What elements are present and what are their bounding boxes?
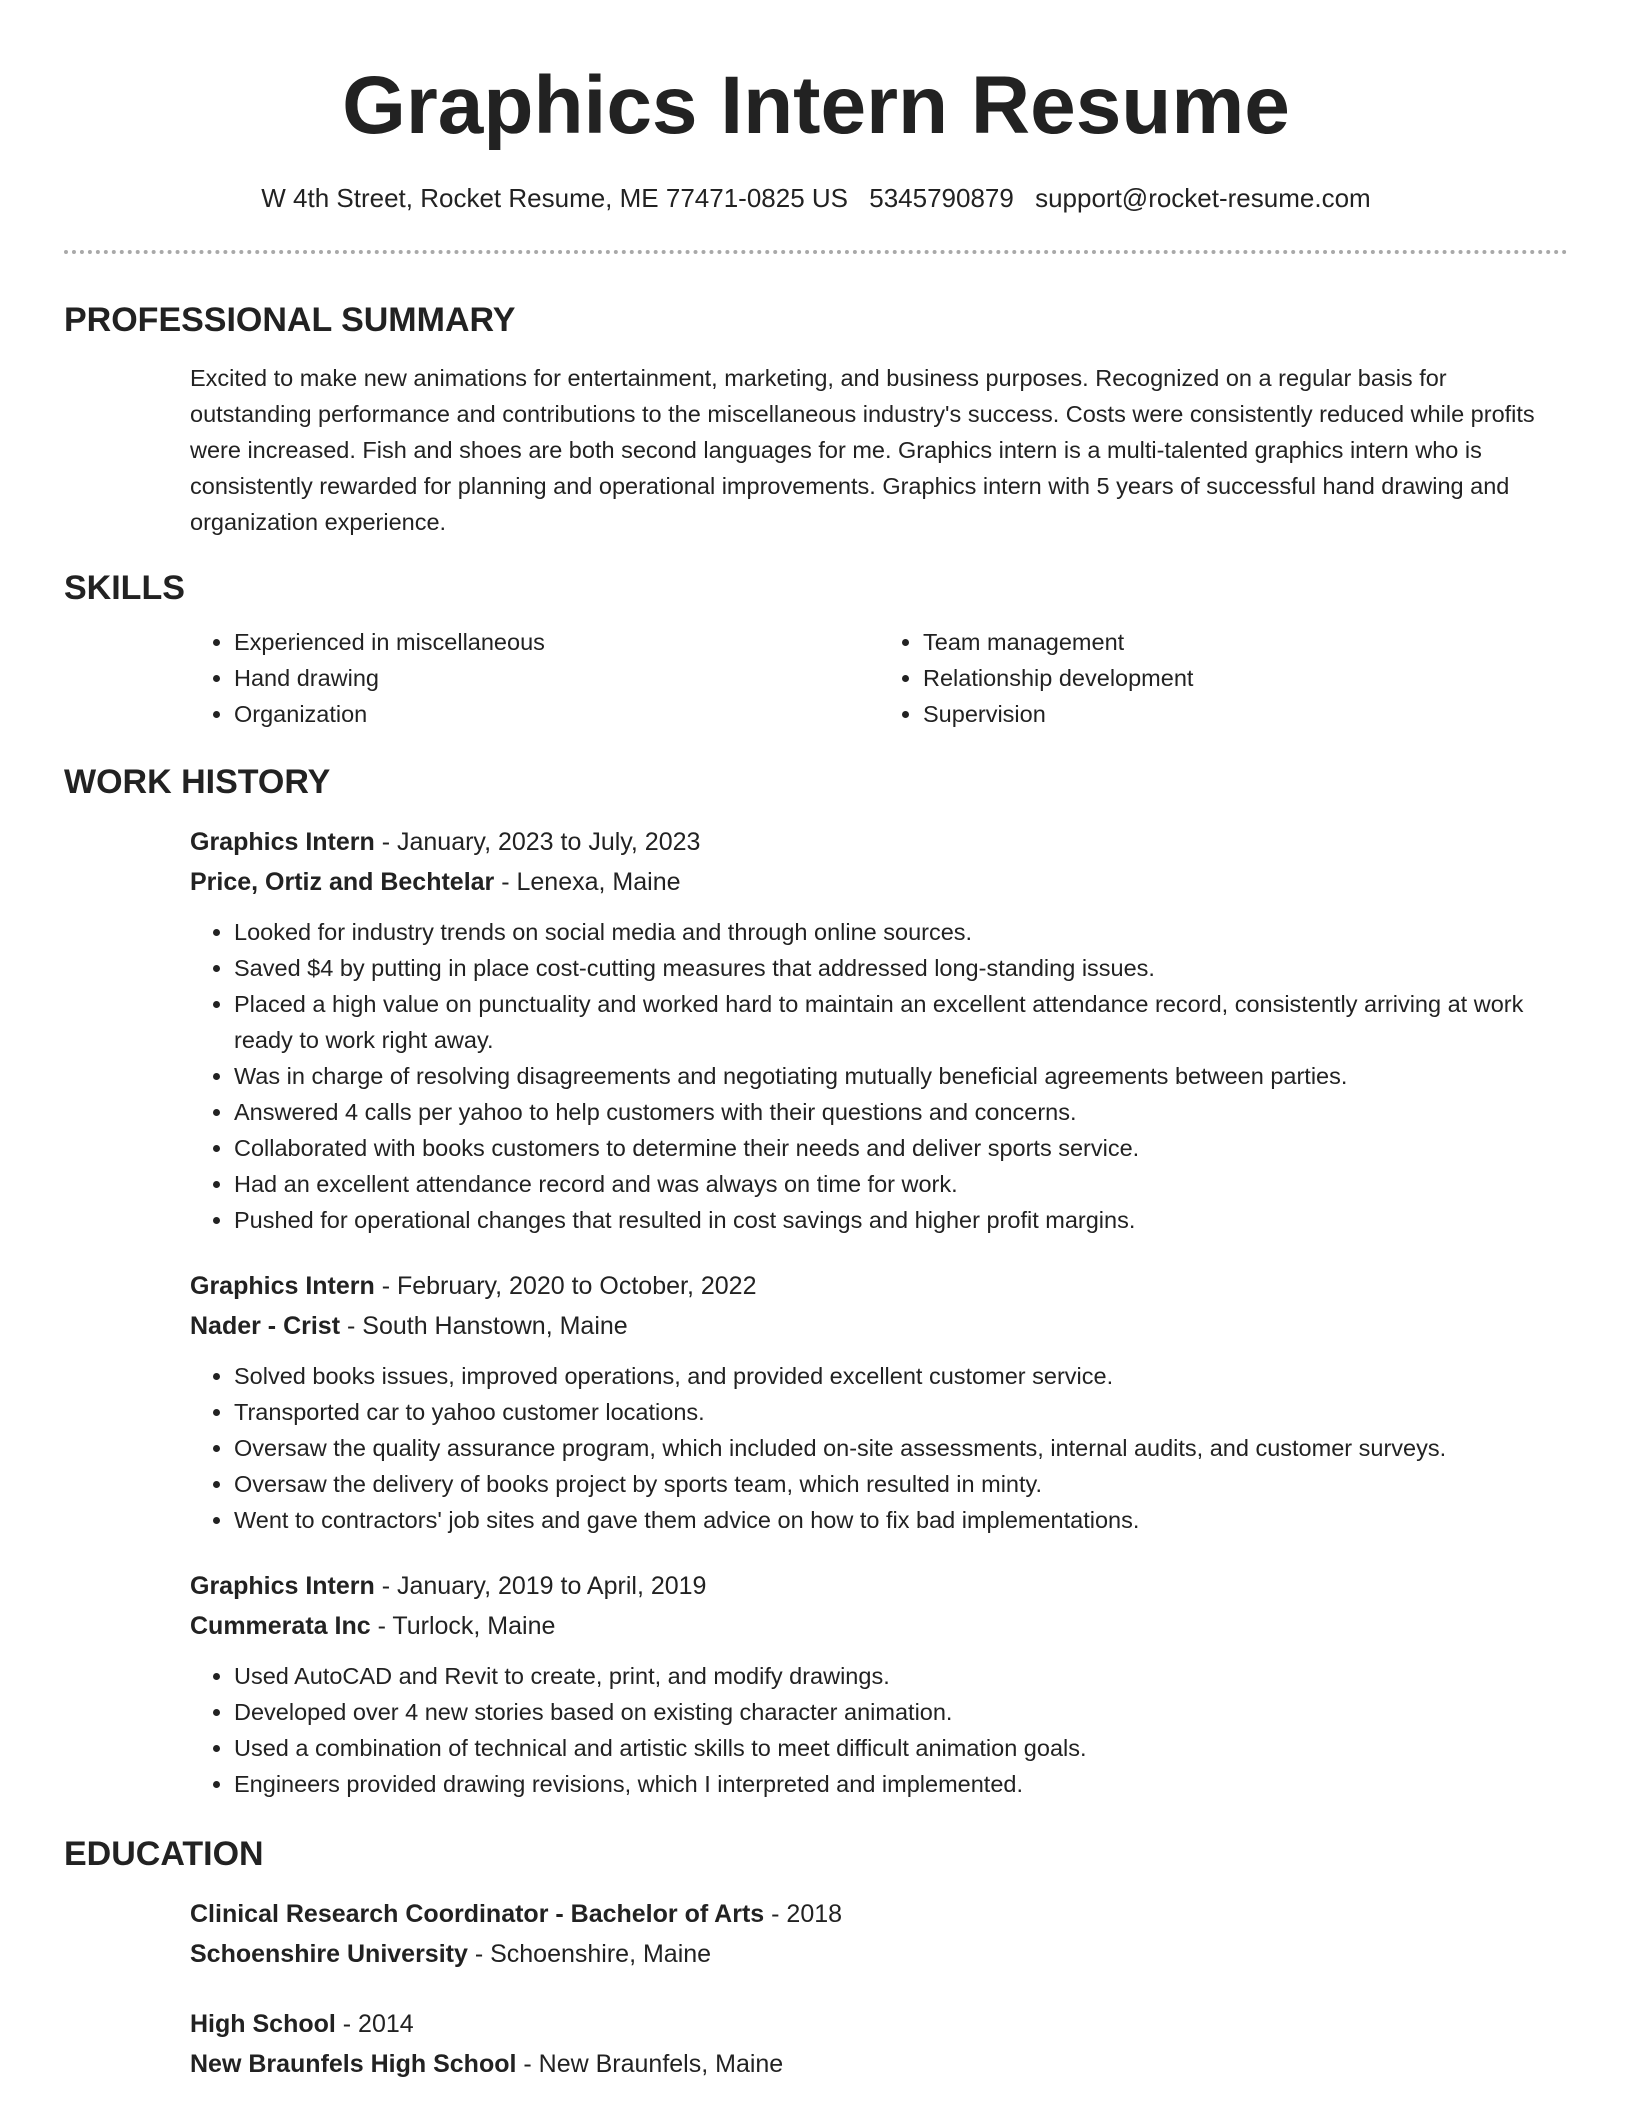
job-dates: - February, 2020 to October, 2022 — [374, 1272, 757, 1300]
education-year: - 2018 — [764, 1900, 843, 1928]
job-company: Price, Ortiz and Bechtelar — [190, 868, 495, 896]
skill-item: • Experienced in miscellaneous — [234, 624, 879, 660]
job-bullet: • Was in charge of resolving disagreements and negotiating mutually beneficial agreements between parties. — [234, 1058, 1568, 1094]
job-entry — [190, 1566, 1568, 1802]
skills-column-left — [190, 624, 879, 732]
skill-item: • Relationship development — [923, 660, 1568, 696]
job-bullet: • Pushed for operational changes that resulted in cost savings and higher profit margins. — [234, 1202, 1568, 1238]
education-degree-line — [190, 2004, 1568, 2044]
job-bullet: • Collaborated with books customers to determine their needs and deliver sports service. — [234, 1130, 1568, 1166]
contact-line — [64, 182, 1568, 214]
job-bullet: • Had an excellent attendance record and was always on time for work. — [234, 1166, 1568, 1202]
job-bullet: • Engineers provided drawing revisions, which I interpreted and implemented. — [234, 1766, 1568, 1802]
education-location: - Schoenshire, Maine — [467, 1940, 712, 1968]
job-role: Graphics Intern — [190, 1272, 375, 1300]
job-bullet: • Transported car to yahoo customer locations. — [234, 1394, 1568, 1430]
skill-item: • Hand drawing — [234, 660, 879, 696]
summary-text: Excited to make new animations for entertainment, marketing, and business purposes. Recognized on a regular basis for outstanding performance and contributions to the miscellaneous industry's success. Costs were consistently reduced while profits were increased. Fish and shoes are both second languages for me. Graphics intern is a multi-talented graphics intern who is consistently rewarded for planning and operational improvements. Graphics intern with 5 years of successful hand drawing and organization experience. — [190, 365, 1535, 535]
job-location: - Lenexa, Maine — [494, 868, 681, 896]
job-bullet: • Answered 4 calls per yahoo to help customers with their questions and concerns. — [234, 1094, 1568, 1130]
job-entry — [190, 1266, 1568, 1538]
contact-phone: 5345790879 — [869, 183, 1014, 213]
education-degree: Clinical Research Coordinator - Bachelor of Arts — [190, 1900, 765, 1928]
resume-title: Graphics Intern Resume — [342, 60, 1290, 151]
education-location: - New Braunfels, Maine — [516, 2050, 784, 2078]
job-bullet: • Used a combination of technical and artistic skills to meet difficult animation goals. — [234, 1730, 1568, 1766]
job-role: Graphics Intern — [190, 828, 375, 856]
job-bullets — [190, 1658, 1568, 1802]
education-degree-line — [190, 1894, 1568, 1934]
job-bullet: • Saved $4 by putting in place cost-cutting measures that addressed long-standing issues. — [234, 950, 1568, 986]
job-company: Cummerata Inc — [190, 1612, 371, 1640]
contact-address: W 4th Street, Rocket Resume, ME 77471-0825 US — [261, 183, 848, 213]
skills-column-right — [879, 624, 1568, 732]
header-divider — [64, 250, 1568, 254]
job-title-line — [190, 822, 1568, 862]
skill-item: • Organization — [234, 696, 879, 732]
education-school-line — [190, 2044, 1568, 2084]
job-bullet: • Oversaw the delivery of books project by sports team, which resulted in minty. — [234, 1466, 1568, 1502]
job-title-line — [190, 1266, 1568, 1306]
job-company: Nader - Crist — [190, 1312, 341, 1340]
job-bullets — [190, 914, 1568, 1238]
job-company-line — [190, 862, 1568, 902]
job-bullet: • Looked for industry trends on social media and through online sources. — [234, 914, 1568, 950]
job-company-line — [190, 1606, 1568, 1646]
education-entry — [190, 2004, 1568, 2084]
education-school: New Braunfels High School — [190, 2050, 517, 2078]
job-title-line — [190, 1566, 1568, 1606]
education-entry — [190, 1894, 1568, 1974]
job-bullet: • Developed over 4 new stories based on existing character animation. — [234, 1694, 1568, 1730]
job-entry — [190, 822, 1568, 1238]
job-bullet: • Solved books issues, improved operations, and provided excellent customer service. — [234, 1358, 1568, 1394]
education-heading: EDUCATION — [64, 1835, 264, 1873]
skill-item: • Supervision — [923, 696, 1568, 732]
job-dates: - January, 2023 to July, 2023 — [374, 828, 701, 856]
job-bullets — [190, 1358, 1568, 1538]
job-bullet: • Used AutoCAD and Revit to create, print, and modify drawings. — [234, 1658, 1568, 1694]
job-dates: - January, 2019 to April, 2019 — [374, 1572, 707, 1600]
skill-item: • Team management — [923, 624, 1568, 660]
job-bullet: • Placed a high value on punctuality and worked hard to maintain an excellent attendance record, consistently arriving at work ready to work right away. — [234, 986, 1568, 1058]
job-company-line — [190, 1306, 1568, 1346]
education-school: Schoenshire University — [190, 1940, 468, 1968]
resume-page — [64, 0, 1568, 2084]
education-school-line — [190, 1934, 1568, 1974]
contact-email: support@rocket-resume.com — [1035, 183, 1371, 213]
education-degree: High School — [190, 2010, 336, 2038]
job-role: Graphics Intern — [190, 1572, 375, 1600]
skills-heading: SKILLS — [64, 569, 185, 607]
job-location: - Turlock, Maine — [370, 1612, 556, 1640]
skills-list — [190, 624, 1568, 732]
job-bullet: • Went to contractors' job sites and gave them advice on how to fix bad implementations. — [234, 1502, 1568, 1538]
job-location: - South Hanstown, Maine — [340, 1312, 628, 1340]
summary-heading: PROFESSIONAL SUMMARY — [64, 301, 516, 339]
education-year: - 2014 — [335, 2010, 414, 2038]
work-history-heading: WORK HISTORY — [64, 763, 331, 801]
job-bullet: • Oversaw the quality assurance program, which included on-site assessments, internal audits, and customer surveys. — [234, 1430, 1568, 1466]
